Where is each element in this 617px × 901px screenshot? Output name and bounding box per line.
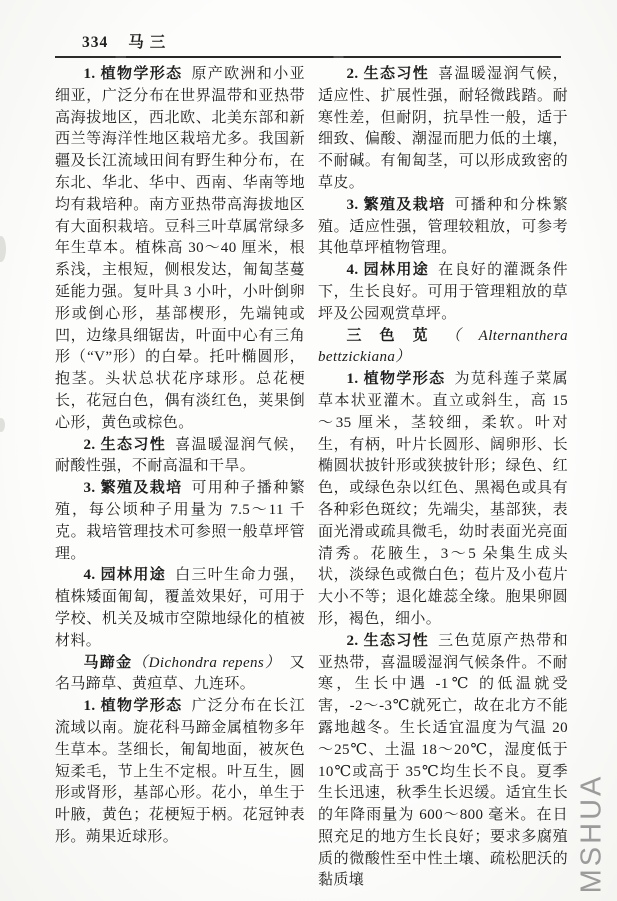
text-columns — [55, 64, 568, 892]
paragraph-text: 喜温暖湿润气候，适应性、扩展性强，耐轻微践踏。耐寒性差，但耐阴，抗旱性一般，适于细致、偏酸、潮湿而肥力低的土壤，不耐碱。有匍匐茎，可以形成致密的草皮。 — [318, 66, 568, 191]
scan-smudge — [0, 236, 6, 262]
paragraph-text: 在良好的灌溉条件下，生长良好。可用于管理粗放的草坪及公园观赏草坪。 — [318, 262, 568, 322]
paragraph-text: 为苋科莲子菜属草本状亚灌木。直立或斜生，高 15～35 厘米，茎较细，柔软。叶对生，有柄，叶片长圆形、阔卵形、长椭圆状披针形或狭披针形；绿色、红色，或绿色杂以红色、黑褐色或具有各种彩色斑纹；先端尖，基部狭，表面光滑或疏具微毛，幼时表面光亮面清秀。花腋生，3～5 朵集生成头状，淡绿色或微白色；苞片及小苞片大小不等；退化雄蕊全缘。胞果卵圆形，褐色，细小。 — [318, 371, 568, 627]
scan-smudge — [0, 418, 5, 432]
species-heading-alternanthera — [318, 326, 568, 370]
right-column — [318, 64, 568, 892]
species-heading-dichondra — [55, 653, 305, 697]
paragraph-propagation-dichondra — [318, 195, 568, 260]
watermark: MSHUA — [575, 773, 608, 894]
section-label: 2. 生态习性 — [83, 436, 167, 453]
paragraph-ecology-clover — [55, 435, 305, 479]
page-header — [82, 30, 171, 52]
section-label: 4. 园林用途 — [83, 567, 167, 584]
section-label: 2. 生态习性 — [346, 632, 430, 649]
section-label: 1. 植物学形态 — [346, 371, 446, 388]
left-column — [55, 64, 305, 892]
paragraph-text: 可播种和分株繁殖。适应性强，管理较粗放，可参考其他草坪植物管理。 — [318, 196, 568, 257]
species-latin-name: （Alternanthera bettzickiana） — [318, 327, 568, 366]
running-title: 马三 — [128, 34, 172, 51]
paragraph-ecology-alternanthera — [318, 631, 568, 893]
species-name: 三色苋 — [346, 327, 446, 344]
section-label: 3. 繁殖及栽培 — [83, 480, 183, 497]
section-label: 3. 繁殖及栽培 — [346, 196, 446, 213]
paragraph-text: 白三叶生命力强，植株矮面匍匐，覆盖效果好，可用于学校、机关及城市空隙地绿化的植被材料。 — [55, 567, 305, 649]
section-label: 2. 生态习性 — [346, 66, 430, 82]
paragraph-text: 可用种子播种繁殖，每公顷种子用量为 7.5～11 千克。栽培管理技术可参照一般草坪管理。 — [55, 480, 305, 562]
paragraph-landscape-clover — [55, 565, 305, 652]
paragraph-landscape-dichondra — [318, 260, 568, 325]
paragraph-text: 又名马蹄草、黄疸草、九连环。 — [55, 654, 305, 693]
paragraph-ecology-dichondra — [318, 64, 568, 195]
paragraph-propagation-clover — [55, 478, 305, 565]
section-label: 1. 植物学形态 — [83, 66, 183, 82]
paragraph-text: 三色苋原产热带和亚热带，喜温暖湿润气候条件。不耐寒，生长中遇 -1℃ 的低温就受害，-2～-3℃就死亡，故在北方不能露地越冬。生长适宜温度为气温 20～25℃、土温 18～20℃，湿度低于 10℃或高于 35℃均生长不良。夏季生长迅速，秋季生长迟缓。适宜生长的年降雨量为 600～800 毫米。在日照充足的地方生长良好；要求多腐殖质的微酸性至中性土壤、疏松肥沃的黏质壤 — [318, 632, 568, 889]
paragraph-morphology-alternanthera — [318, 369, 568, 631]
paragraph-text: 喜温暖湿润气候，耐酸性强，不耐高温和干旱。 — [55, 436, 305, 475]
species-name: 马蹄金 — [83, 654, 133, 671]
paragraph-morphology-dichondra — [55, 696, 305, 849]
species-latin-name: （Dichondra repens） — [132, 654, 282, 671]
header-rule — [55, 56, 561, 58]
paragraph-morphology-clover — [55, 64, 305, 435]
section-label: 1. 植物学形态 — [83, 698, 183, 715]
paragraph-text: 广泛分布在长江流域以南。旋花科马蹄金属植物多年生草本。茎细长，匍匐地面，被灰色短柔毛，节上生不定根。叶互生，圆形或肾形，基部心形。花小，单生于叶腋，黄色；花梗短于柄。花冠钟表形。蒴果近球形。 — [55, 698, 305, 845]
paragraph-text: 原产欧洲和小亚细亚，广泛分布在世界温带和亚热带高海拔地区，西北欧、北美东部和新西兰等海洋性地区栽培尤多。我国新疆及长江流域田间有野生种分布，在东北、华北、华中、西南、华南等地均有栽培种。南方亚热带高海拔地区有大面积栽培。豆科三叶草属常绿多年生草本。植株高 30～40 厘米，根系浅，主根短，侧根发达，匍匐茎蔓延能力强。复叶具 3 小叶，小叶倒卵形或倒心形，基部楔形，先端钝或凹，边缘具细锯齿，叶面中心有三角形（“V”形）的白晕。托叶椭圆形，抱茎。头状总状花序球形。总花梗长，花冠白色，偶有淡红色，荚果倒心形，黄色或棕色。 — [55, 66, 305, 431]
section-label: 4. 园林用途 — [346, 262, 430, 279]
page-number: 334 — [82, 34, 109, 51]
